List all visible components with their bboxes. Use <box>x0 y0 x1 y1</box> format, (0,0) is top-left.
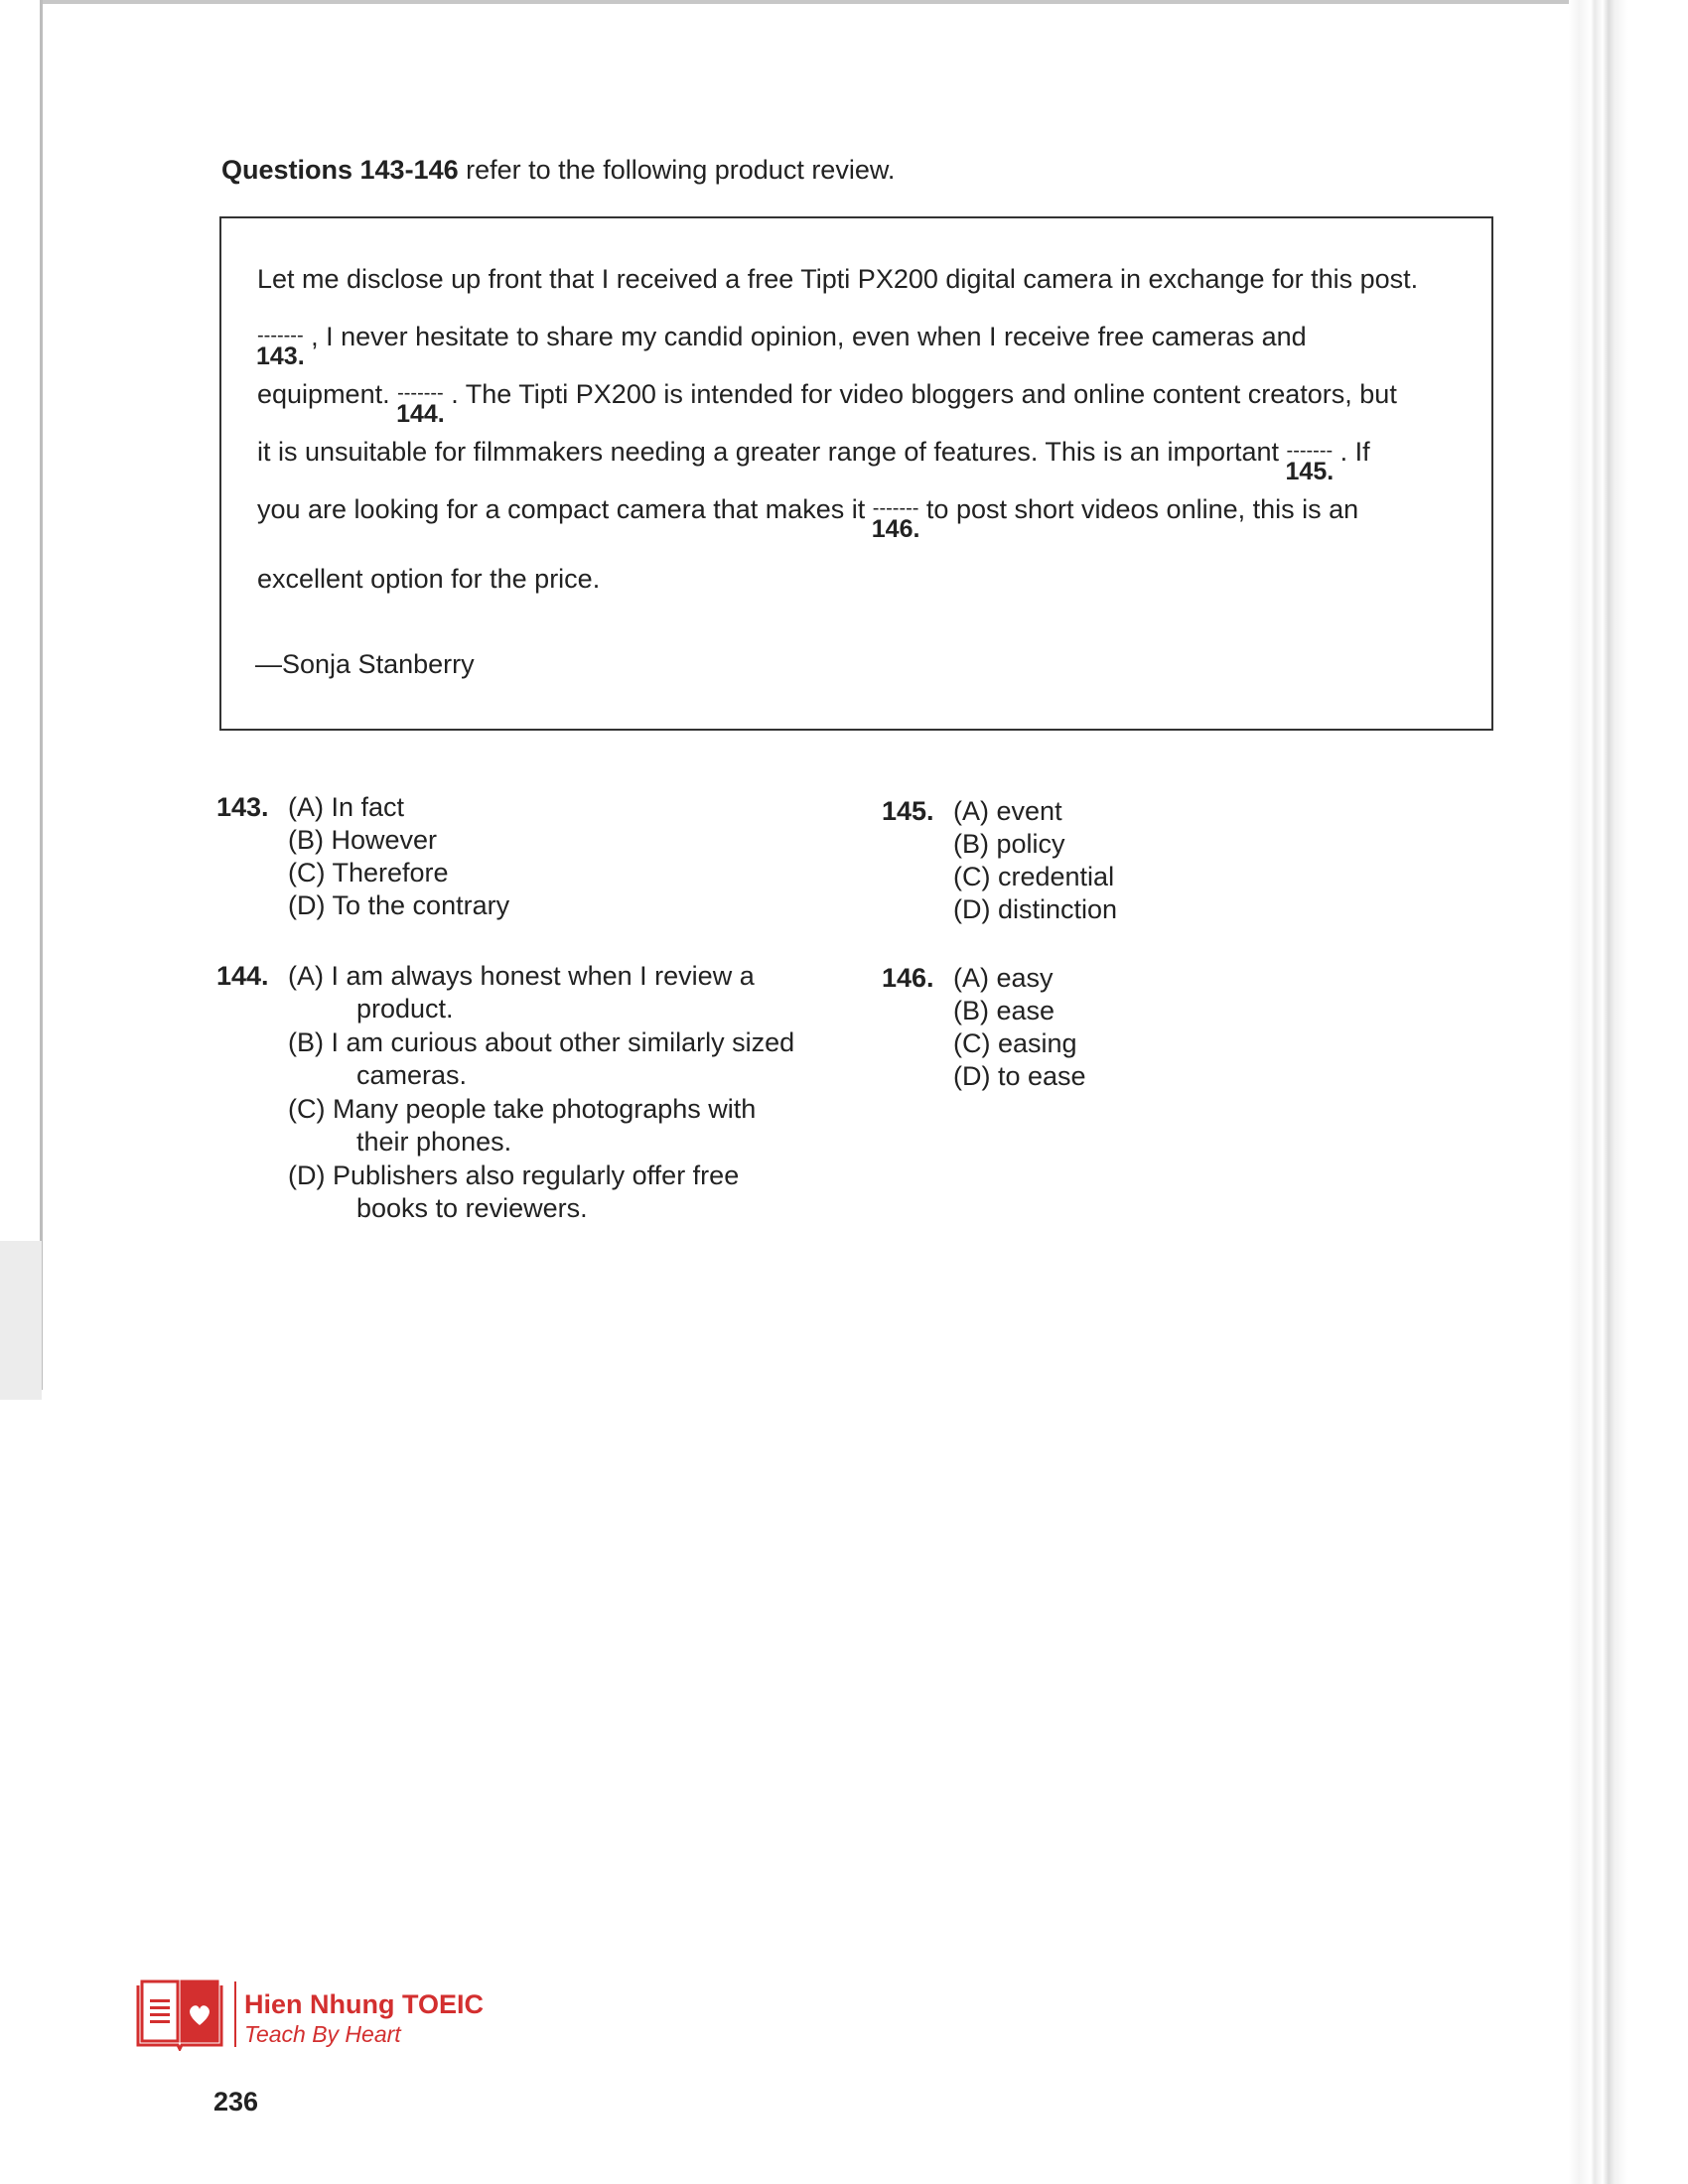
scan-left-edge <box>40 0 43 1390</box>
page-number: 236 <box>213 2087 259 2116</box>
passage-text: to post short videos online, this is an <box>918 494 1359 524</box>
option-a-continued: product. <box>356 994 454 1024</box>
question-number: 146. <box>882 963 934 993</box>
question-number: 143. <box>216 792 269 822</box>
passage-line-3 <box>257 379 1397 428</box>
blank-number: 145. <box>1285 458 1335 485</box>
option-d[interactable] <box>288 890 509 921</box>
scan-left-shadow <box>0 1241 42 1400</box>
option-letter: (D) <box>953 1061 991 1091</box>
option-c-continued: their phones. <box>356 1127 512 1157</box>
option-d[interactable] <box>953 1061 1086 1092</box>
passage-line-1: Let me disclose up front that I received a free Tipti PX200 digital camera in exchange for this post. <box>257 264 1419 294</box>
option-text: distinction <box>998 894 1118 924</box>
blank-dashes: ------- <box>257 325 304 346</box>
option-c[interactable] <box>953 1028 1077 1059</box>
blank-143 <box>255 325 305 370</box>
option-b[interactable] <box>953 996 1055 1026</box>
question-set-heading <box>221 155 895 186</box>
heading-question-range: Questions 143-146 <box>221 155 459 185</box>
brand-name: Hien Nhung TOEIC <box>244 1989 484 2019</box>
option-text: Publishers also regularly offer free <box>333 1160 740 1190</box>
blank-144 <box>396 382 445 428</box>
passage-line-6: excellent option for the price. <box>257 564 601 594</box>
blank-number: 144. <box>396 400 445 428</box>
passage-line-2 <box>255 322 1307 370</box>
scan-top-edge <box>40 0 1569 4</box>
option-letter: (C) <box>288 1094 326 1124</box>
option-letter: (B) <box>953 996 989 1025</box>
option-letter: (D) <box>288 890 326 920</box>
option-d[interactable] <box>953 894 1117 925</box>
option-text: Therefore <box>332 858 449 887</box>
blank-dashes: ------- <box>1286 440 1334 462</box>
option-a[interactable] <box>288 961 755 992</box>
option-letter: (B) <box>288 1027 324 1057</box>
option-letter: (A) <box>953 796 989 826</box>
option-letter: (C) <box>288 858 326 887</box>
option-letter: (D) <box>288 1160 326 1190</box>
option-d-continued: books to reviewers. <box>356 1193 588 1223</box>
passage-text: . The Tipti PX200 is intended for video bloggers and online content creators, but <box>443 379 1397 409</box>
option-text: easing <box>998 1028 1077 1058</box>
passage-line-4 <box>257 437 1370 485</box>
option-d[interactable] <box>288 1160 739 1191</box>
option-text: event <box>996 796 1062 826</box>
option-text: easy <box>996 963 1054 993</box>
option-c[interactable] <box>288 1094 756 1125</box>
option-b[interactable] <box>953 829 1065 860</box>
option-letter: (B) <box>288 825 324 855</box>
passage-text: you are looking for a compact camera that makes it <box>257 494 873 524</box>
passage-text: . If <box>1333 437 1370 467</box>
option-a[interactable] <box>288 792 404 823</box>
option-text: I am curious about other similarly sized <box>331 1027 795 1057</box>
option-text: ease <box>996 996 1055 1025</box>
brand-divider <box>234 1981 236 2047</box>
question-number: 145. <box>882 796 934 826</box>
blank-number: 143. <box>255 342 305 370</box>
option-b-continued: cameras. <box>356 1060 468 1090</box>
option-letter: (A) <box>288 961 324 991</box>
option-letter: (A) <box>288 792 324 822</box>
passage-signature: —Sonja Stanberry <box>255 649 475 679</box>
option-c[interactable] <box>953 862 1114 892</box>
option-text: policy <box>996 829 1065 859</box>
passage-line-5 <box>257 494 1359 543</box>
brand-tagline: Teach By Heart <box>244 2021 401 2047</box>
option-a[interactable] <box>953 796 1062 827</box>
option-letter: (B) <box>953 829 989 859</box>
question-number: 144. <box>216 961 269 991</box>
option-b[interactable] <box>288 825 437 856</box>
option-text: Many people take photographs with <box>333 1094 757 1124</box>
option-text: In fact <box>331 792 405 822</box>
passage-text: it is unsuitable for filmmakers needing a greater range of features. This is an important <box>257 437 1287 467</box>
option-text: However <box>331 825 438 855</box>
option-letter: (C) <box>953 1028 991 1058</box>
passage-text: , I never hesitate to share my candid opinion, even when I receive free cameras and <box>303 322 1307 351</box>
option-text: I am always honest when I review a <box>331 961 755 991</box>
blank-145 <box>1285 440 1335 485</box>
passage-text: equipment. <box>257 379 398 409</box>
option-letter: (A) <box>953 963 989 993</box>
option-letter: (D) <box>953 894 991 924</box>
book-heart-icon <box>136 1978 223 2051</box>
blank-146 <box>871 497 920 543</box>
option-text: credential <box>998 862 1115 891</box>
option-b[interactable] <box>288 1027 794 1058</box>
passage-box <box>219 216 1493 731</box>
option-text: to ease <box>998 1061 1086 1091</box>
heading-description: refer to the following product review. <box>458 155 896 185</box>
option-c[interactable] <box>288 858 449 888</box>
blank-dashes: ------- <box>872 497 919 519</box>
option-a[interactable] <box>953 963 1054 994</box>
scan-right-page-edges <box>1569 0 1688 2184</box>
option-letter: (C) <box>953 862 991 891</box>
blank-number: 146. <box>871 515 920 543</box>
option-text: To the contrary <box>332 890 510 920</box>
blank-dashes: ------- <box>397 382 444 404</box>
